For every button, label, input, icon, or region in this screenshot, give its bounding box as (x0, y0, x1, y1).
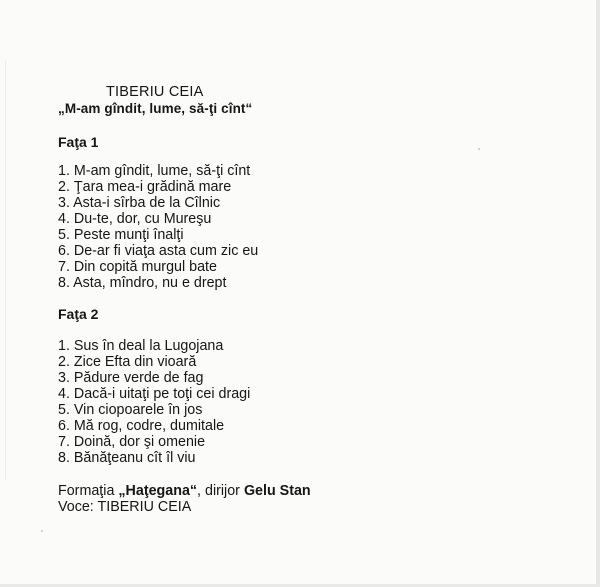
scan-speck (478, 148, 480, 150)
track-item: 5. Peste munţi înalţi (58, 227, 184, 243)
track-item: 7. Din copită murgul bate (58, 259, 217, 275)
album-title: „M-am gîndit, lume, să-ţi cînt“ (58, 101, 253, 116)
side-2-tracklist (58, 338, 250, 466)
track-item: 4. Dacă-i uitaţi pe toţi cei dragi (58, 386, 251, 402)
side-1-tracklist (58, 163, 258, 291)
track-item: 6. De-ar fi viaţa asta cum zic eu (58, 243, 259, 259)
track-item: 1. M-am gîndit, lume, să-ţi cînt (58, 163, 251, 179)
side-2-heading: Faţa 2 (58, 306, 99, 322)
track-item: 7. Doină, dor şi omenie (58, 434, 206, 450)
track-item: 1. Sus în deal la Lugojana (58, 338, 224, 354)
credits-block (58, 483, 311, 515)
voice-name: TIBERIU CEIA (97, 499, 192, 515)
track-item: 2. Zice Efta din vioară (58, 354, 197, 370)
track-item: 8. Asta, mîndro, nu e drept (58, 275, 227, 291)
scan-speck (41, 530, 43, 532)
track-item: 8. Bănăţeanu cît îl viu (58, 450, 196, 466)
voice-credit (58, 499, 311, 515)
scan-edge-left (5, 60, 6, 480)
track-item: 2. Ţara mea-i grădină mare (58, 179, 232, 195)
conductor-name: Gelu Stan (243, 483, 311, 499)
track-item: 3. Pădure verde de fag (58, 370, 204, 386)
side-1-heading: Faţa 1 (58, 134, 99, 150)
track-item: 5. Vin ciopoarele în jos (58, 402, 203, 418)
track-item: 3. Asta-i sîrba de la Cîlnic (58, 195, 221, 211)
artist-name: TIBERIU CEIA (106, 84, 204, 100)
track-item: 6. Mă rog, codre, dumitale (58, 418, 225, 434)
voice-label: Voce: (58, 499, 94, 515)
scan-edge-right (596, 0, 600, 587)
ensemble-prefix: Formaţia (58, 483, 115, 499)
track-item: 4. Du-te, dor, cu Mureşu (58, 211, 212, 227)
ensemble-credit (58, 483, 311, 499)
ensemble-name: „Haţegana“ (118, 483, 198, 499)
conductor-label: , dirijor (197, 483, 240, 499)
